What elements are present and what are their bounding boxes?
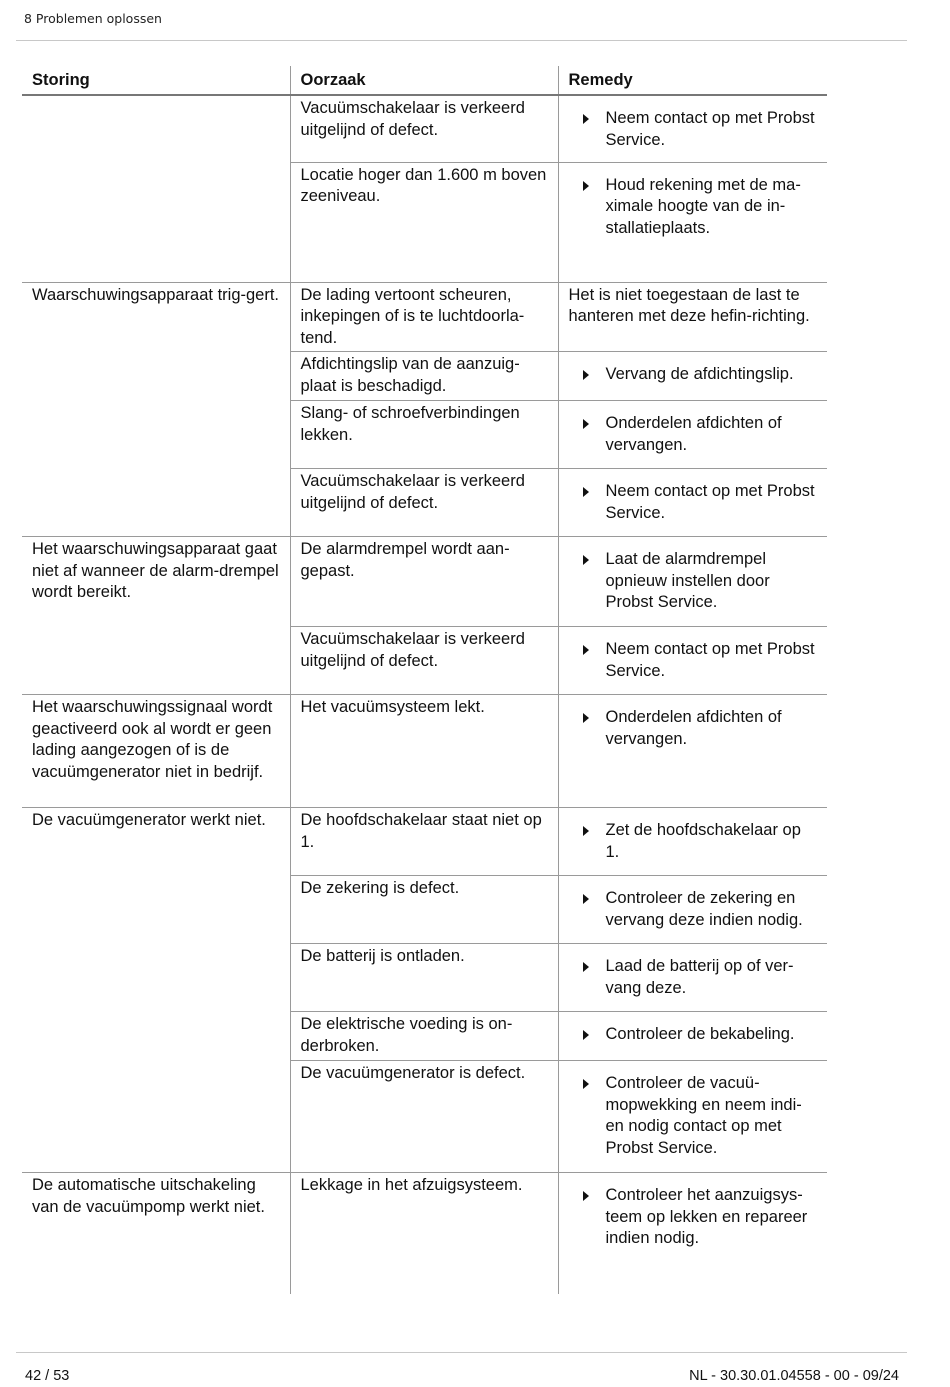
- remedy-cell: [558, 1061, 827, 1173]
- remedy-text: Neem contact op met Probst Service.: [605, 109, 815, 149]
- table-row: [22, 808, 827, 876]
- table-row: [22, 282, 827, 352]
- cause-cell: Vacuümschakelaar is verkeerd uitgelijnd of defect.: [290, 469, 558, 537]
- cause-cell: Afdichtingslip van de aanzuig-plaat is beschadigd.: [290, 352, 558, 401]
- page-number: 42 / 53: [25, 1368, 70, 1384]
- table-row: [22, 537, 827, 627]
- remedy-cell: [558, 282, 827, 352]
- triangle-bullet-icon: [583, 181, 589, 191]
- triangle-bullet-icon: [583, 370, 589, 380]
- table-body: [22, 95, 827, 1294]
- remedy-cell: [558, 95, 827, 162]
- triangle-bullet-icon: [583, 1191, 589, 1201]
- remedy-step: [569, 354, 818, 386]
- remedy-cell: [558, 401, 827, 469]
- remedy-text: Onderdelen afdichten of vervangen.: [605, 708, 782, 748]
- running-header: 8 Problemen oplossen: [24, 11, 162, 26]
- triangle-bullet-icon: [583, 826, 589, 836]
- triangle-bullet-icon: [583, 894, 589, 904]
- cause-cell: Slang- of schroefverbindingen lekken.: [290, 401, 558, 469]
- cause-cell: Vacuümschakelaar is verkeerd uitgelijnd of defect.: [290, 627, 558, 695]
- remedy-step: [569, 810, 818, 863]
- document-reference: NL - 30.30.01.04558 - 00 - 09/24: [689, 1368, 899, 1384]
- remedy-step: [569, 165, 818, 240]
- cause-cell: Vacuümschakelaar is verkeerd uitgelijnd of defect.: [290, 95, 558, 162]
- remedy-text: Neem contact op met Probst Service.: [605, 482, 815, 522]
- remedy-cell: [558, 352, 827, 401]
- remedy-cell: [558, 1012, 827, 1061]
- triangle-bullet-icon: [583, 487, 589, 497]
- remedy-text: Zet de hoofdschakelaar op 1.: [605, 821, 801, 861]
- remedy-step: [569, 1063, 818, 1159]
- remedy-text: Het is niet toegestaan de last te hanteren met deze hefin-richting.: [568, 285, 810, 325]
- header-rule: [16, 40, 907, 41]
- remedy-text: Neem contact op met Probst Service.: [605, 640, 815, 680]
- triangle-bullet-icon: [583, 1079, 589, 1089]
- remedy-text: Laat de alarmdrempel opnieuw instellen door Probst Service.: [605, 550, 770, 611]
- remedy-text: Controleer de zekering en vervang deze indien nodig.: [605, 889, 803, 929]
- cause-cell: De vacuümgenerator is defect.: [290, 1061, 558, 1173]
- cause-cell: De batterij is ontladen.: [290, 944, 558, 1012]
- remedy-step: [569, 697, 818, 750]
- remedy-cell: [558, 695, 827, 808]
- fault-cell: De automatische uitschakeling van de vacuümpomp werkt niet.: [22, 1173, 290, 1294]
- fault-cell: Het waarschuwingsapparaat gaat niet af wanneer de alarm-drempel wordt bereikt.: [22, 537, 290, 695]
- remedy-text: Laad de batterij op of ver-vang deze.: [605, 957, 794, 997]
- remedy-text: Vervang de afdichtingslip.: [605, 365, 794, 383]
- cause-cell: De alarmdrempel wordt aan-gepast.: [290, 537, 558, 627]
- footer-rule: [16, 1352, 907, 1353]
- remedy-step: [569, 98, 818, 151]
- triangle-bullet-icon: [583, 419, 589, 429]
- remedy-cell: [558, 876, 827, 944]
- remedy-step: [569, 403, 818, 456]
- triangle-bullet-icon: [583, 713, 589, 723]
- remedy-text: Controleer het aanzuigsys-teem op lekken en repareer indien nodig.: [605, 1186, 808, 1247]
- remedy-step: [569, 878, 818, 931]
- triangle-bullet-icon: [583, 555, 589, 565]
- remedy-step: [569, 471, 818, 524]
- table-row: [22, 1173, 827, 1294]
- triangle-bullet-icon: [583, 962, 589, 972]
- remedy-cell: [558, 1173, 827, 1294]
- remedy-step: [569, 1175, 818, 1250]
- remedy-step: [569, 539, 818, 614]
- cause-cell: Lekkage in het afzuigsysteem.: [290, 1173, 558, 1294]
- fault-cell: De vacuümgenerator werkt niet.: [22, 808, 290, 1173]
- remedy-text: Controleer de bekabeling.: [605, 1025, 795, 1043]
- table-row: [22, 95, 827, 162]
- remedy-cell: [558, 944, 827, 1012]
- triangle-bullet-icon: [583, 1030, 589, 1040]
- fault-cell: [22, 95, 290, 282]
- header-storing: Storing: [22, 66, 290, 95]
- remedy-text: Controleer de vacuü-mopwekking en neem indi-en nodig contact op met Probst Service.: [605, 1074, 802, 1157]
- header-oorzaak: Oorzaak: [290, 66, 558, 95]
- remedy-text: Houd rekening met de ma-ximale hoogte van de in-stallatieplaats.: [605, 175, 801, 237]
- cause-cell: Het vacuümsysteem lekt.: [290, 695, 558, 808]
- remedy-cell: [558, 162, 827, 282]
- table-row: [22, 695, 827, 808]
- remedy-step: [569, 946, 818, 999]
- fault-cell: Het waarschuwingssignaal wordt geactiveerd ook al wordt er geen lading aangezogen of is de vacuümgenerator niet in bedrijf.: [22, 695, 290, 808]
- cause-cell: De hoofdschakelaar staat niet op 1.: [290, 808, 558, 876]
- remedy-cell: [558, 469, 827, 537]
- triangle-bullet-icon: [583, 645, 589, 655]
- cause-cell: De lading vertoont scheuren, inkepingen of is te luchtdoorla-tend.: [290, 282, 558, 352]
- cause-cell: De zekering is defect.: [290, 876, 558, 944]
- fault-cell: Waarschuwingsapparaat trig-gert.: [22, 282, 290, 537]
- troubleshooting-table-wrapper: [22, 66, 827, 1294]
- remedy-step: [569, 629, 818, 682]
- cause-cell: Locatie hoger dan 1.600 m boven zeeniveau.: [290, 162, 558, 282]
- remedy-cell: [558, 627, 827, 695]
- header-remedy: Remedy: [558, 66, 827, 95]
- remedy-step: [569, 1014, 818, 1046]
- cause-cell: De elektrische voeding is on-derbroken.: [290, 1012, 558, 1061]
- table-header-row: [22, 66, 827, 95]
- troubleshooting-table: [22, 66, 827, 1294]
- remedy-cell: [558, 537, 827, 627]
- remedy-text: Onderdelen afdichten of vervangen.: [605, 414, 782, 454]
- remedy-cell: [558, 808, 827, 876]
- triangle-bullet-icon: [583, 114, 589, 124]
